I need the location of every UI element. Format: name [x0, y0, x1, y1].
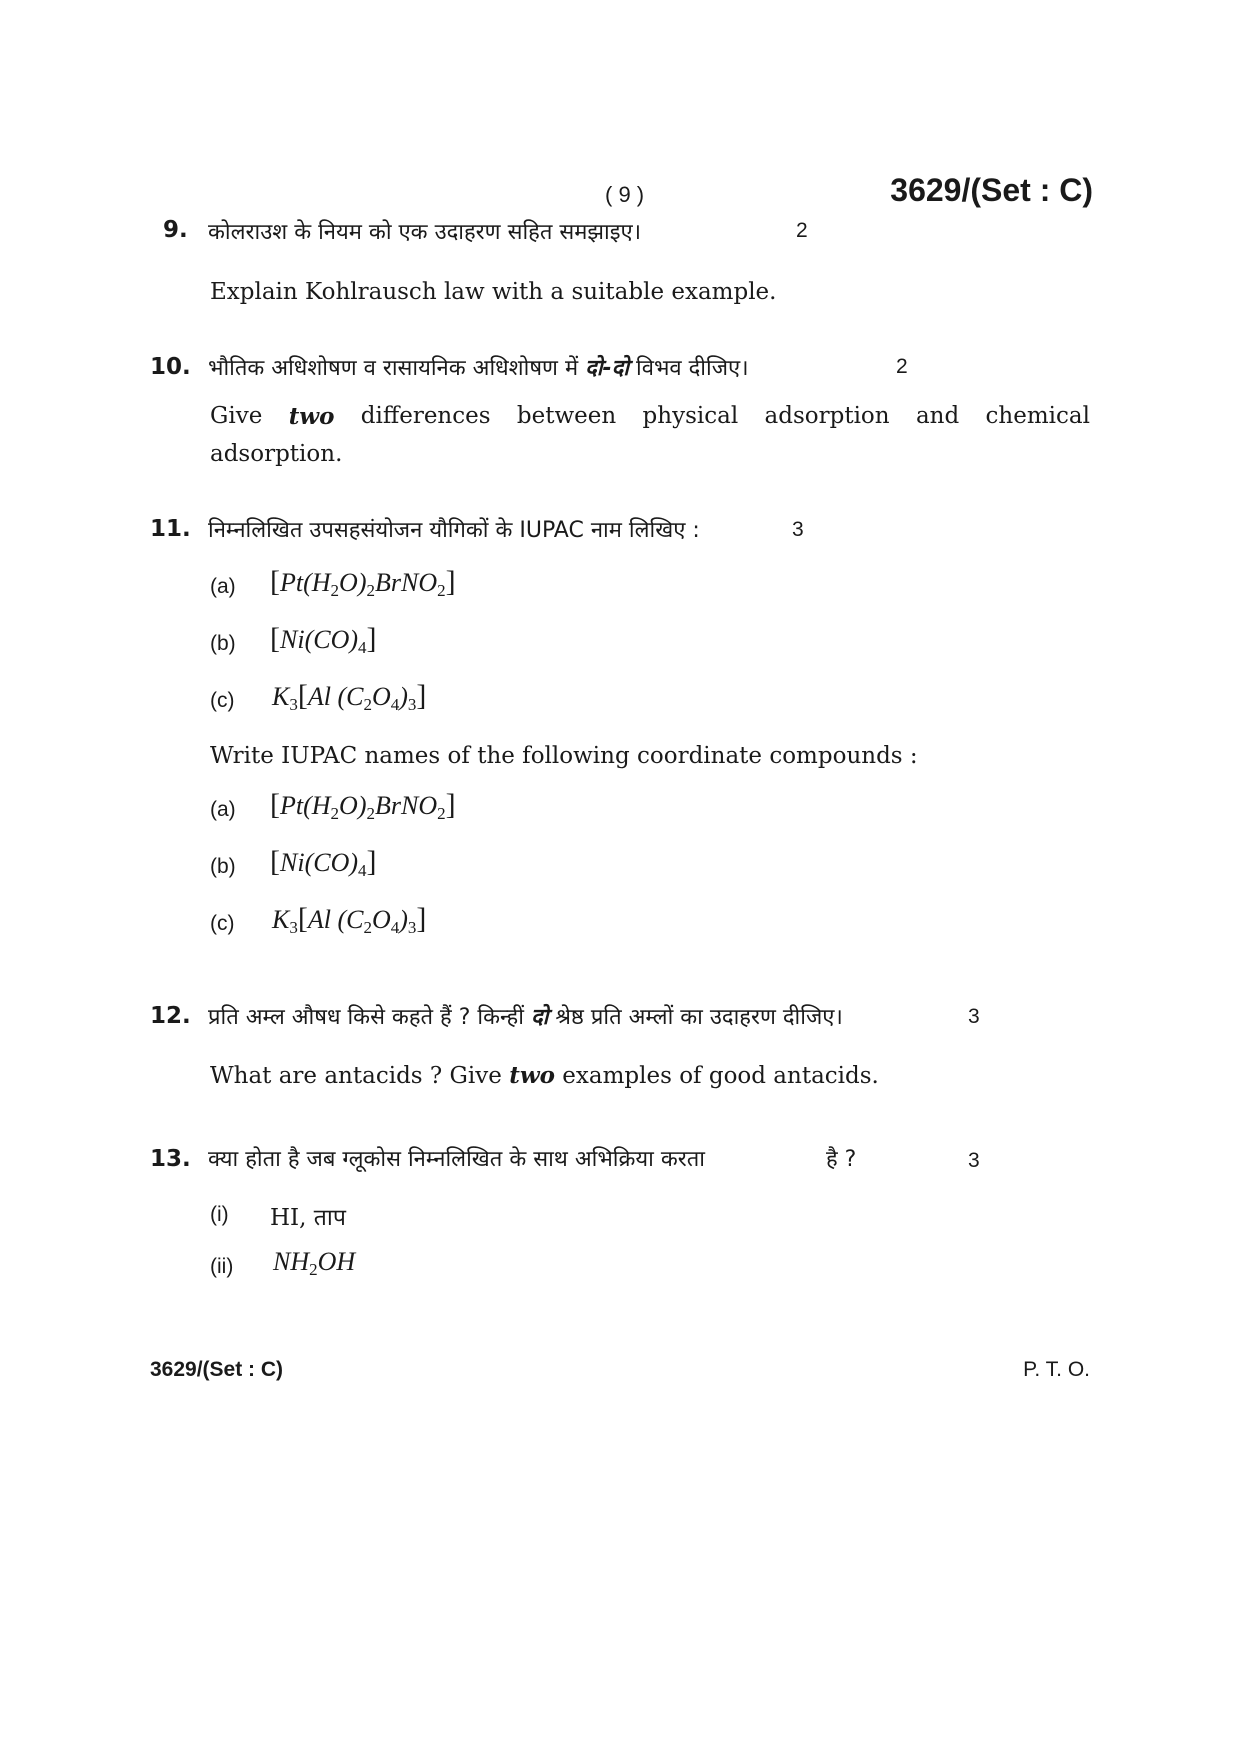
- question-13-marks: 3: [968, 1149, 980, 1172]
- question-12-english-emphasis: two: [509, 1062, 555, 1089]
- set-code-header: 3629/(Set : C): [890, 172, 1093, 208]
- page-number: ( 9 ): [605, 182, 645, 207]
- question-10-number: 10.: [150, 354, 191, 380]
- question-10-english-line2: adsorption.: [210, 441, 343, 467]
- question-13-label-ii: (ii): [210, 1255, 234, 1278]
- question-11-label-a: (a): [210, 575, 236, 598]
- formula-ni-carbonyl: $[Ni(CO)_4]$: [270, 622, 377, 657]
- question-12-hindi: प्रति अम्ल औषध किसे कहते हैं ? किन्हीं दो श्रेष्ठ प्रति अम्लों का उदाहरण दीजिए।: [208, 1005, 843, 1030]
- formula-pt-complex: $[Pt(H_2O)_2BrNO_2]$: [270, 565, 456, 600]
- footer-pto: P. T. O.: [1023, 1358, 1090, 1381]
- question-11-english: Write IUPAC names of the following coordinate compounds :: [210, 743, 918, 769]
- question-11-label-c-en: (c): [210, 912, 235, 935]
- question-9-marks: 2: [796, 219, 808, 242]
- question-13-label-i: (i): [210, 1203, 229, 1226]
- question-13-hindi-tail: है ?: [826, 1147, 857, 1172]
- question-11-label-c: (c): [210, 689, 235, 712]
- question-11-label-b: (b): [210, 632, 236, 655]
- formula-al-oxalate-en: $K_3[Al$ $(C_2O_4)_3$]: [272, 902, 427, 937]
- question-10-hindi-emphasis: दो-दो: [585, 356, 630, 381]
- question-11-number: 11.: [150, 516, 191, 542]
- footer-set-code: 3629/(Set : C): [150, 1358, 284, 1381]
- question-12-english: What are antacids ? Give two examples of good antacids.: [210, 1062, 879, 1089]
- question-10-english-line1: Give two differences between physical adsorption and chemical: [210, 403, 1090, 430]
- formula-hydroxylamine: $NH_2OH$: [273, 1247, 356, 1279]
- question-9-english: Explain Kohlrausch law with a suitable example.: [210, 279, 777, 305]
- formula-al-oxalate: $K_3[Al$ $(C_2O_4)_3$]: [272, 679, 427, 714]
- question-11-hindi: निम्नलिखित उपसहसंयोजन यौगिकों के IUPAC नाम लिखिए :: [208, 518, 700, 543]
- formula-pt-complex-en: $[Pt(H_2O)_2BrNO_2]$: [270, 788, 456, 823]
- question-12-hindi-emphasis: दो: [530, 1005, 549, 1030]
- question-11-label-b-en: (b): [210, 855, 236, 878]
- question-10-marks: 2: [896, 355, 908, 378]
- question-9-number: 9.: [163, 217, 188, 243]
- question-13-number: 13.: [150, 1146, 191, 1172]
- question-13-hindi: क्या होता है जब ग्लूकोस निम्नलिखित के साथ अभिक्रिया करता: [208, 1147, 705, 1172]
- question-10-hindi: भौतिक अधिशोषण व रासायनिक अधिशोषण में दो-दो विभव दीजिए।: [208, 356, 749, 381]
- question-10-english-emphasis: two: [288, 403, 335, 430]
- question-12-number: 12.: [150, 1003, 191, 1029]
- formula-ni-carbonyl-en: $[Ni(CO)_4]$: [270, 845, 377, 880]
- question-13-item-i: HI, ताप: [270, 1205, 346, 1231]
- question-12-marks: 3: [968, 1005, 980, 1028]
- question-11-marks: 3: [792, 518, 804, 541]
- question-11-label-a-en: (a): [210, 798, 236, 821]
- question-9-hindi: कोलराउश के नियम को एक उदाहरण सहित समझाइए।: [208, 220, 642, 245]
